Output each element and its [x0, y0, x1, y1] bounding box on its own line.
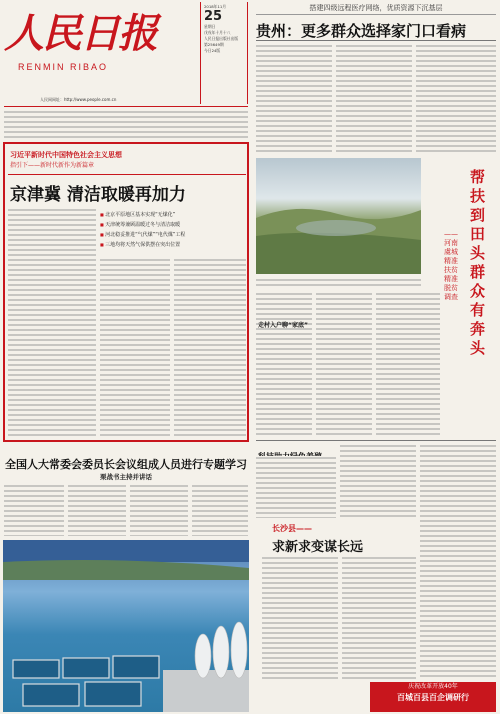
- date-year-month: 2018年11月: [204, 4, 227, 9]
- masthead-logo: 人民日报: [4, 10, 156, 57]
- photo-illustration: [3, 540, 249, 712]
- weekday: 星期日: [204, 24, 216, 29]
- lead-kicker-line1: 习近平新时代中国特色社会主义思想: [10, 151, 122, 159]
- lead-kicker: [10, 150, 250, 170]
- npc-body-col3: [130, 484, 188, 536]
- reform-anniversary-banner[interactable]: [370, 682, 496, 712]
- changsha-body-col1: [262, 556, 338, 680]
- changsha-headline[interactable]: 求新求变谋长远: [272, 540, 364, 555]
- lead-body-col2: [100, 258, 170, 438]
- issue-number: 第25649期: [204, 42, 224, 47]
- poverty-body-col2: [316, 292, 372, 438]
- section-divider: [256, 440, 496, 441]
- npc-subhead: 栗战书主持并讲话: [100, 473, 152, 481]
- photo-caption-lines: [256, 278, 421, 286]
- website-url[interactable]: 人民网网址：http://www.people.com.cn: [40, 97, 117, 102]
- masthead-logo-english: RENMIN RIBAO: [18, 62, 109, 72]
- npc-headline[interactable]: 全国人大常委会委员长会议组成人员进行专题学习: [5, 458, 247, 471]
- poverty-headline[interactable]: 帮扶到田头 群众有奔头: [470, 168, 486, 357]
- guizhou-body-col3: [416, 44, 496, 152]
- masthead-side-text: [4, 110, 248, 138]
- lead-body-col1: [8, 208, 96, 438]
- guizhou-body-col1: [256, 44, 332, 152]
- guizhou-headline[interactable]: 贵州：更多群众选择家门口看病: [256, 22, 467, 40]
- date-day: 25: [204, 9, 223, 24]
- page-count: 今日24版: [204, 48, 221, 53]
- lead-subhead: ■ 河北稳妥推进“气代煤”“电代煤”工程: [100, 230, 240, 240]
- lunar-date: 戊戌年十月十八: [204, 30, 231, 35]
- grass-caption: 走村入户聊“家底”: [258, 322, 308, 329]
- tech-body: [256, 456, 336, 518]
- banner-line2: 百城百县百企调研行: [397, 693, 469, 702]
- npc-body-col4: [192, 484, 248, 536]
- banner-line1: 庆祝改革开放40年: [408, 683, 458, 690]
- poverty-subhead: ——河南虞城精准扶贫精准脱贫调查: [444, 230, 458, 301]
- grassland-illustration: [256, 158, 421, 274]
- lead-subhead: ■ 三地均将天然气保供摆在突出位置: [100, 240, 240, 250]
- top-banner-subhead: 搭建四级远程医疗网络，优质资源下沉基层: [256, 3, 496, 15]
- npc-body-col1: [4, 484, 64, 536]
- guizhou-body-col2: [336, 44, 412, 152]
- lead-subheads: [100, 210, 240, 250]
- poverty-body-col3: [376, 292, 440, 438]
- village-photo: [256, 158, 421, 274]
- lead-subhead: ■ 北京平原地区基本实现“无煤化”: [100, 210, 240, 220]
- masthead-rule: [4, 106, 248, 107]
- lead-subhead: ■ 天津统筹兼顾温暖过冬与清洁取暖: [100, 220, 240, 230]
- lower-body-col3: [420, 444, 496, 678]
- changsha-tag: 长沙县——: [272, 524, 312, 533]
- publisher: 人民日报出版社出版: [204, 36, 239, 41]
- guizhou-divider: [256, 40, 496, 41]
- lead-kicker-rule: [8, 174, 246, 175]
- lead-headline[interactable]: 京津冀 清洁取暖再加力: [10, 185, 186, 205]
- lead-kicker-line2: 指引下——新时代新作为新篇章: [10, 162, 95, 169]
- date-column: [200, 2, 248, 104]
- lead-body-col3: [174, 258, 246, 438]
- lower-body-col2: [340, 444, 416, 518]
- npc-body-col2: [68, 484, 126, 536]
- fish-farm-photo: [3, 540, 249, 712]
- changsha-body-col2: [342, 556, 416, 680]
